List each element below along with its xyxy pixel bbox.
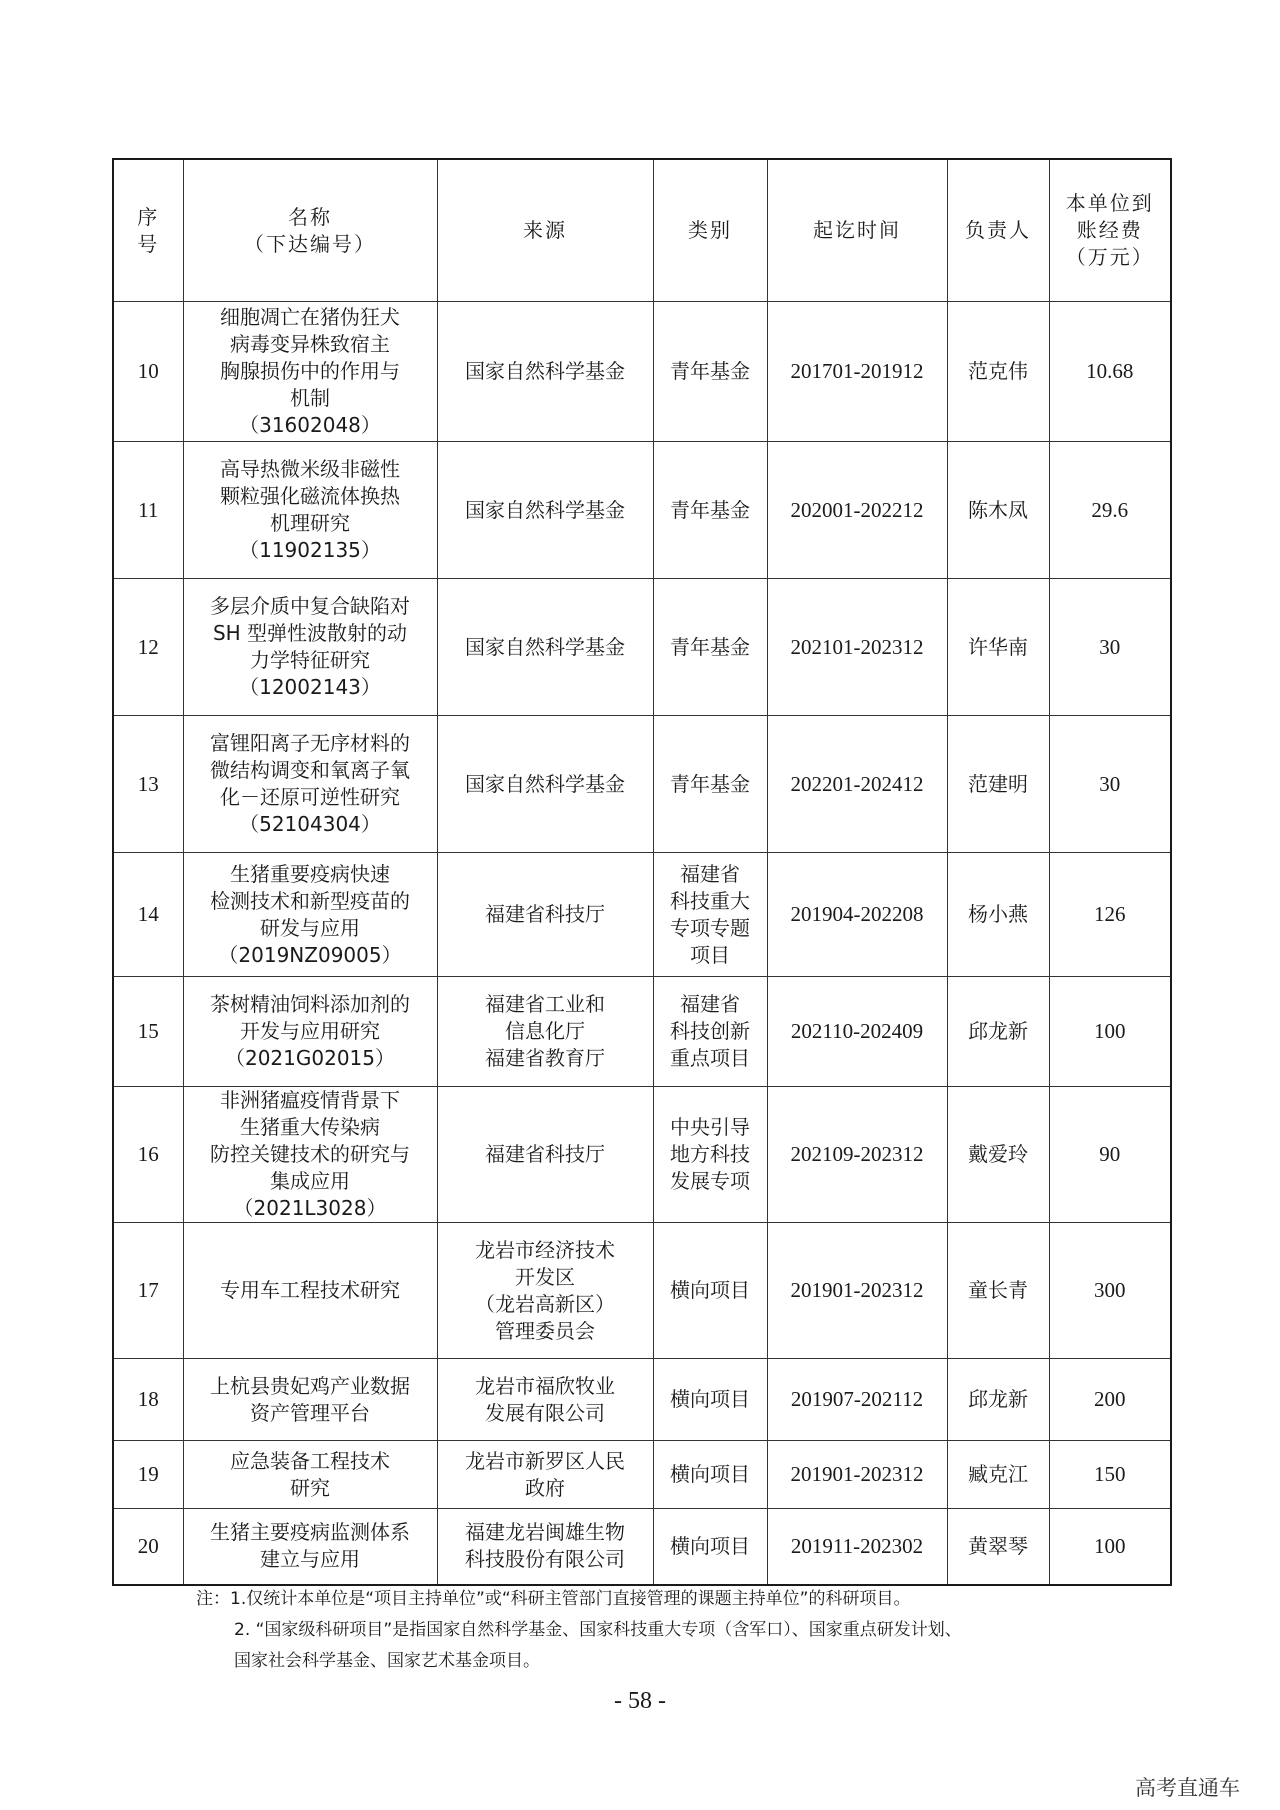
header-leader: 负责人 (947, 159, 1049, 302)
cell-leader: 戴爱玲 (947, 1087, 1049, 1223)
cell-funds: 150 (1049, 1441, 1171, 1509)
header-period: 起讫时间 (767, 159, 947, 302)
cell-funds: 126 (1049, 853, 1171, 977)
header-name: 名称 （下达编号） (183, 159, 437, 302)
cell-name: 富锂阳离子无序材料的 微结构调变和氧离子氧 化－还原可逆性研究 （52104304） (183, 716, 437, 853)
cell-no: 15 (113, 977, 183, 1087)
cell-category: 横向项目 (653, 1441, 767, 1509)
cell-period: 202101-202312 (767, 579, 947, 716)
cell-leader: 杨小燕 (947, 853, 1049, 977)
cell-no: 12 (113, 579, 183, 716)
header-source: 来源 (437, 159, 653, 302)
cell-period: 201911-202302 (767, 1509, 947, 1585)
cell-no: 13 (113, 716, 183, 853)
cell-name: 生猪重要疫病快速 检测技术和新型疫苗的 研发与应用 （2019NZ09005） (183, 853, 437, 977)
cell-name: 非洲猪瘟疫情背景下 生猪重大传染病 防控关键技术的研究与 集成应用 （2021L3028） (183, 1087, 437, 1223)
cell-category: 横向项目 (653, 1509, 767, 1585)
cell-no: 14 (113, 853, 183, 977)
project-table (112, 158, 1172, 1586)
cell-period: 201901-202312 (767, 1441, 947, 1509)
footnote-1: 注：1.仅统计本单位是“项目主持单位”或“科研主管部门直接管理的课题主持单位”的科研项目。 (196, 1589, 911, 1609)
table-row (113, 1441, 1171, 1509)
cell-category: 横向项目 (653, 1359, 767, 1441)
cell-leader: 黄翠琴 (947, 1509, 1049, 1585)
table-row (113, 302, 1171, 442)
cell-period: 202001-202212 (767, 442, 947, 579)
cell-no: 11 (113, 442, 183, 579)
cell-category: 中央引导 地方科技 发展专项 (653, 1087, 767, 1223)
table-row (113, 1509, 1171, 1585)
cell-no: 19 (113, 1441, 183, 1509)
cell-name: 专用车工程技术研究 (183, 1223, 437, 1359)
table-row (113, 977, 1171, 1087)
cell-source: 龙岩市新罗区人民 政府 (437, 1441, 653, 1509)
cell-leader: 邱龙新 (947, 977, 1049, 1087)
table-row (113, 442, 1171, 579)
cell-source: 福建省工业和 信息化厅 福建省教育厅 (437, 977, 653, 1087)
cell-funds: 90 (1049, 1087, 1171, 1223)
cell-leader: 邱龙新 (947, 1359, 1049, 1441)
cell-name: 多层介质中复合缺陷对 SH 型弹性波散射的动 力学特征研究 （12002143） (183, 579, 437, 716)
cell-leader: 陈木凤 (947, 442, 1049, 579)
cell-name: 茶树精油饲料添加剂的 开发与应用研究 （2021G02015） (183, 977, 437, 1087)
cell-funds: 100 (1049, 977, 1171, 1087)
table-row (113, 853, 1171, 977)
footnotes (196, 1584, 1156, 1677)
cell-category: 青年基金 (653, 442, 767, 579)
cell-name: 生猪主要疫病监测体系 建立与应用 (183, 1509, 437, 1585)
cell-category: 青年基金 (653, 302, 767, 442)
cell-no: 10 (113, 302, 183, 442)
cell-period: 201907-202112 (767, 1359, 947, 1441)
cell-funds: 10.68 (1049, 302, 1171, 442)
table-row (113, 1087, 1171, 1223)
cell-source: 龙岩市福欣牧业 发展有限公司 (437, 1359, 653, 1441)
cell-source: 国家自然科学基金 (437, 302, 653, 442)
cell-source: 国家自然科学基金 (437, 579, 653, 716)
watermark: 高考直通车 (1135, 1776, 1240, 1800)
cell-category: 横向项目 (653, 1223, 767, 1359)
cell-funds: 30 (1049, 579, 1171, 716)
cell-leader: 童长青 (947, 1223, 1049, 1359)
cell-category: 福建省 科技创新 重点项目 (653, 977, 767, 1087)
header-category: 类别 (653, 159, 767, 302)
cell-name: 高导热微米级非磁性 颗粒强化磁流体换热 机理研究 （11902135） (183, 442, 437, 579)
cell-leader: 臧克江 (947, 1441, 1049, 1509)
footnote-2-cont: 国家社会科学基金、国家艺术基金项目。 (234, 1651, 540, 1671)
cell-source: 龙岩市经济技术 开发区 （龙岩高新区） 管理委员会 (437, 1223, 653, 1359)
cell-category: 青年基金 (653, 716, 767, 853)
cell-period: 202110-202409 (767, 977, 947, 1087)
header-no: 序 号 (113, 159, 183, 302)
cell-name: 上杭县贵妃鸡产业数据 资产管理平台 (183, 1359, 437, 1441)
cell-period: 202201-202412 (767, 716, 947, 853)
cell-period: 202109-202312 (767, 1087, 947, 1223)
footnote-2: 2. “国家级科研项目”是指国家自然科学基金、国家科技重大专项（含军口）、国家重点研发计划、 (234, 1620, 962, 1640)
cell-no: 18 (113, 1359, 183, 1441)
cell-source: 福建省科技厅 (437, 1087, 653, 1223)
cell-name: 应急装备工程技术 研究 (183, 1441, 437, 1509)
header-funds: 本单位到 账经费 （万元） (1049, 159, 1171, 302)
cell-funds: 29.6 (1049, 442, 1171, 579)
cell-funds: 100 (1049, 1509, 1171, 1585)
table-row (113, 1359, 1171, 1441)
table-header-row (113, 159, 1171, 302)
table-row (113, 1223, 1171, 1359)
cell-no: 20 (113, 1509, 183, 1585)
cell-category: 福建省 科技重大 专项专题 项目 (653, 853, 767, 977)
cell-leader: 许华南 (947, 579, 1049, 716)
cell-period: 201701-201912 (767, 302, 947, 442)
cell-name: 细胞凋亡在猪伪狂犬 病毒变异株致宿主 胸腺损伤中的作用与 机制 （31602048） (183, 302, 437, 442)
cell-no: 16 (113, 1087, 183, 1223)
page-number: - 58 - (614, 1688, 666, 1714)
cell-source: 国家自然科学基金 (437, 442, 653, 579)
cell-leader: 范克伟 (947, 302, 1049, 442)
cell-funds: 200 (1049, 1359, 1171, 1441)
cell-period: 201904-202208 (767, 853, 947, 977)
table-row (113, 716, 1171, 853)
cell-leader: 范建明 (947, 716, 1049, 853)
cell-source: 福建省科技厅 (437, 853, 653, 977)
cell-category: 青年基金 (653, 579, 767, 716)
cell-no: 17 (113, 1223, 183, 1359)
cell-source: 福建龙岩闽雄生物 科技股份有限公司 (437, 1509, 653, 1585)
cell-funds: 300 (1049, 1223, 1171, 1359)
table-row (113, 579, 1171, 716)
cell-source: 国家自然科学基金 (437, 716, 653, 853)
cell-period: 201901-202312 (767, 1223, 947, 1359)
cell-funds: 30 (1049, 716, 1171, 853)
